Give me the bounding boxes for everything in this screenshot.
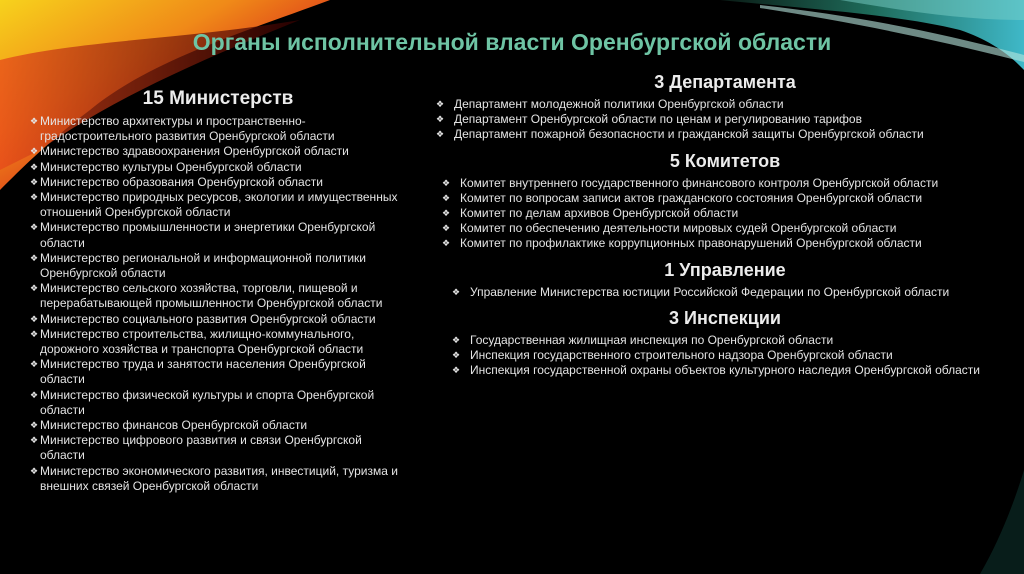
list-item: ❖ Министерство региональной и информационной политики Оренбургской области: [30, 250, 366, 281]
diamond-bullet-icon: ❖: [30, 359, 39, 370]
committees-list: [442, 176, 1020, 252]
diamond-bullet-icon: ❖: [30, 146, 39, 157]
list-item: ❖ Министерство физической культуры и спорта Оренбургской области: [30, 387, 375, 417]
list-item: ❖ Инспекция государственного строительного надзора Оренбургской области: [452, 348, 893, 363]
diamond-bullet-icon: ❖: [442, 177, 451, 188]
diamond-bullet-icon: ❖: [30, 328, 39, 339]
list-item: ❖ Комитет по вопросам записи актов гражданского состояния Оренбургской области: [442, 190, 923, 205]
diamond-bullet-icon: ❖: [436, 129, 445, 140]
committees-heading: 5 Комитетов: [669, 150, 781, 171]
list-item: ❖ Министерство культуры Оренбургской области: [30, 159, 302, 174]
diamond-bullet-icon: ❖: [30, 222, 39, 233]
list-item: ❖ Министерство здравоохранения Оренбургской области: [30, 144, 349, 159]
diamond-bullet-icon: ❖: [30, 161, 39, 172]
list-item: ❖ Министерство строительства, жилищно-коммунального, дорожного хозяйства и транспорта Оренбургской области: [30, 326, 364, 357]
list-item: ❖ Министерство труда и занятости населения Оренбургской области: [30, 357, 366, 387]
diamond-bullet-icon: ❖: [30, 420, 39, 431]
list-item: ❖ Комитет по делам архивов Оренбургской области: [442, 206, 739, 221]
list-item: ❖ Комитет по профилактике коррупционных правонарушений Оренбургской области: [442, 236, 922, 251]
list-item: ❖ Министерство образования Оренбургской области: [30, 174, 323, 189]
list-item: ❖ Инспекция государственной охраны объектов культурного наследия Оренбургской области: [452, 363, 980, 378]
diamond-bullet-icon: ❖: [30, 176, 39, 187]
diamond-bullet-icon: ❖: [442, 192, 451, 203]
diamond-bullet-icon: ❖: [30, 465, 39, 476]
list-item: ❖ Управление Министерства юстиции Российской Федерации по Оренбургской области: [452, 284, 950, 299]
list-item: ❖ Министерство промышленности и энергетики Оренбургской области: [30, 220, 376, 250]
inspections-list: [452, 333, 1020, 379]
committees-section: [430, 151, 1020, 252]
list-item: ❖ Министерство архитектуры и пространственно-градостроительного развития Оренбургской области: [30, 114, 335, 144]
diamond-bullet-icon: ❖: [442, 223, 451, 234]
list-item: ❖ Министерство финансов Оренбургской области: [30, 418, 308, 433]
diamond-bullet-icon: ❖: [442, 238, 451, 249]
diamond-bullet-icon: ❖: [30, 283, 39, 294]
diamond-bullet-icon: ❖: [442, 208, 451, 219]
ministries-heading: 15 Министерств: [142, 88, 294, 109]
departments-section: [430, 72, 1020, 143]
administration-list: [452, 285, 1020, 300]
list-item: ❖ Министерство социального развития Оренбургской области: [30, 311, 376, 326]
list-item: ❖ Государственная жилищная инспекция по Оренбургской области: [452, 332, 834, 347]
diamond-bullet-icon: ❖: [436, 99, 445, 109]
list-item: ❖ Департамент молодежной политики Оренбургской области: [436, 97, 784, 111]
administration-heading: 1 Управление: [664, 259, 786, 280]
diamond-bullet-icon: ❖: [452, 350, 461, 361]
departments-heading: 3 Департамента: [654, 72, 796, 92]
ministries-list: [30, 114, 406, 494]
diamond-bullet-icon: ❖: [30, 313, 39, 324]
administration-section: [430, 260, 1020, 300]
list-item: ❖ Министерство экономического развития, инвестиций, туризма и внешних связей Оренбургской области: [30, 463, 398, 493]
inspections-heading: 3 Инспекции: [669, 307, 781, 328]
list-item: ❖ Министерство сельского хозяйства, торговли, пищевой и перерабатывающей промышленности Оренбургской области: [30, 281, 383, 311]
list-item: ❖ Министерство цифрового развития и связи Оренбургской области: [30, 433, 362, 463]
diamond-bullet-icon: ❖: [30, 192, 39, 203]
ministries-section: [30, 88, 406, 494]
list-item: ❖ Департамент Оренбургской области по ценам и регулированию тарифов: [436, 112, 862, 127]
diamond-bullet-icon: ❖: [30, 389, 39, 400]
list-item: ❖ Министерство природных ресурсов, экологии и имущественных отношений Оренбургской области: [30, 190, 398, 220]
diamond-bullet-icon: ❖: [452, 286, 461, 297]
diamond-bullet-icon: ❖: [30, 116, 39, 126]
diamond-bullet-icon: ❖: [452, 334, 461, 345]
diamond-bullet-icon: ❖: [436, 114, 445, 125]
list-item: ❖ Комитет по обеспечению деятельности мировых судей Оренбургской области: [442, 221, 897, 236]
diamond-bullet-icon: ❖: [30, 252, 39, 263]
right-column: [430, 72, 1020, 386]
inspections-section: [430, 308, 1020, 379]
diamond-bullet-icon: ❖: [452, 365, 461, 376]
page-title: Органы исполнительной власти Оренбургской области: [192, 29, 832, 55]
departments-list: [436, 97, 1020, 143]
list-item: ❖ Комитет внутреннего государственного финансового контроля Оренбургской области: [442, 175, 939, 190]
diamond-bullet-icon: ❖: [30, 435, 39, 446]
list-item: ❖ Департамент пожарной безопасности и гражданской защиты Оренбургской области: [436, 127, 924, 142]
